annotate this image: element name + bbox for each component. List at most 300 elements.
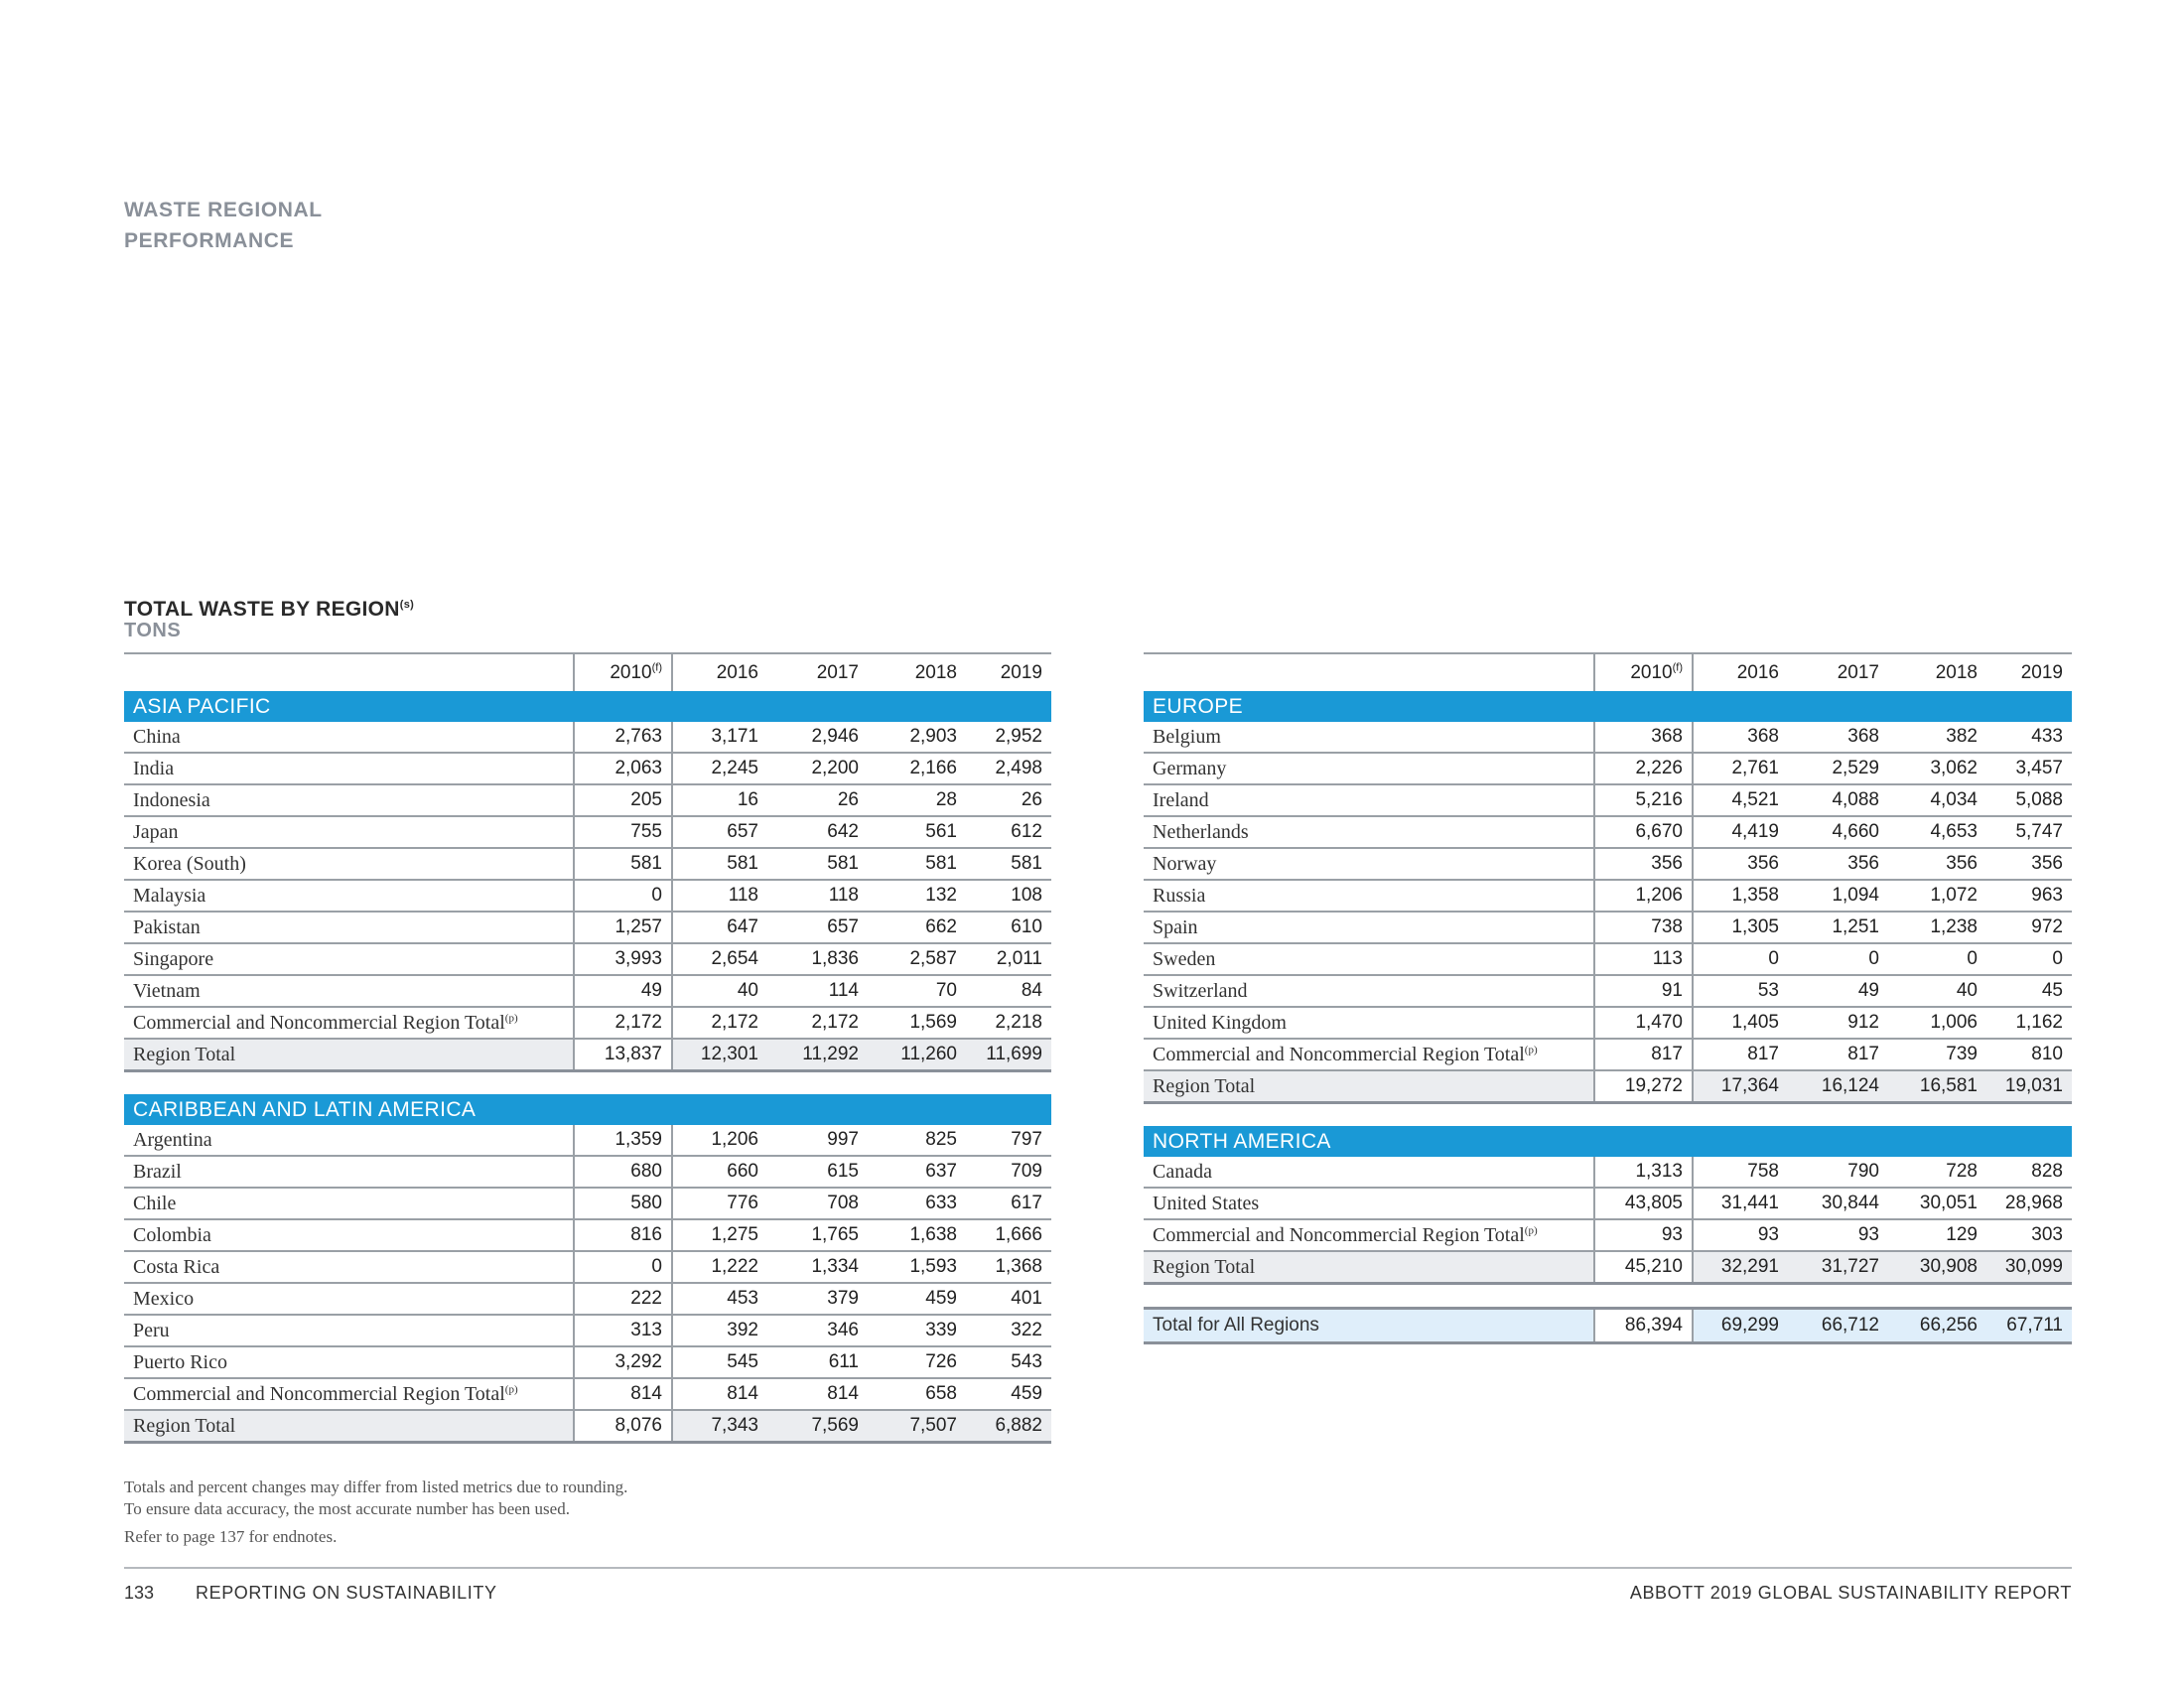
value-cell: 647 — [672, 912, 767, 943]
value-cell: 114 — [767, 975, 868, 1007]
region-total-row — [1144, 1070, 2072, 1103]
value-cell: 459 — [966, 1378, 1051, 1410]
region-total-value: 16,581 — [1888, 1070, 1986, 1103]
value-cell: 642 — [767, 816, 868, 848]
value-cell: 1,206 — [672, 1125, 767, 1156]
row-label — [1144, 1039, 1594, 1070]
value-cell: 49 — [574, 975, 672, 1007]
table-row — [124, 1007, 1051, 1039]
value-cell: 2,763 — [574, 722, 672, 753]
table-row — [1144, 943, 2072, 975]
value-cell: 1,593 — [868, 1251, 966, 1283]
row-footnote: (p) — [1524, 1223, 1538, 1236]
value-cell: 1,072 — [1888, 880, 1986, 912]
row-label — [1144, 912, 1594, 943]
value-cell: 45 — [1986, 975, 2072, 1007]
value-cell: 633 — [868, 1188, 966, 1219]
value-cell: 5,088 — [1986, 784, 2072, 816]
value-cell: 5,216 — [1594, 784, 1693, 816]
value-cell: 2,166 — [868, 753, 966, 784]
value-cell: 3,457 — [1986, 753, 2072, 784]
value-cell: 43,805 — [1594, 1188, 1693, 1219]
value-cell: 1,094 — [1788, 880, 1888, 912]
value-cell: 379 — [767, 1283, 868, 1315]
value-cell: 368 — [1594, 722, 1693, 753]
value-cell: 2,946 — [767, 722, 868, 753]
row-label — [124, 1188, 574, 1219]
row-label-text: Singapore — [133, 947, 214, 970]
value-cell: 356 — [1788, 848, 1888, 880]
value-cell: 30,051 — [1888, 1188, 1986, 1219]
value-cell: 0 — [574, 1251, 672, 1283]
value-cell: 1,368 — [966, 1251, 1051, 1283]
left-waste-table — [124, 652, 1051, 1444]
value-cell: 1,206 — [1594, 880, 1693, 912]
grand-total-value: 69,299 — [1693, 1309, 1788, 1343]
value-cell: 1,470 — [1594, 1007, 1693, 1039]
grand-total-value: 67,711 — [1986, 1309, 2072, 1343]
row-footnote: (p) — [1524, 1043, 1538, 1055]
row-label — [124, 1125, 574, 1156]
value-cell: 1,305 — [1693, 912, 1788, 943]
table-header-row — [1144, 653, 2072, 691]
value-cell: 93 — [1788, 1219, 1888, 1251]
section-title-line-2: PERFORMANCE — [124, 229, 295, 252]
table-units: TONS — [124, 620, 182, 641]
note-endnotes: Refer to page 137 for endnotes. — [124, 1527, 338, 1546]
row-label-text: India — [133, 757, 175, 779]
region-spacer — [124, 1071, 1051, 1095]
row-label-text: Pakistan — [133, 915, 201, 938]
table-row — [1144, 1219, 2072, 1251]
value-cell: 356 — [1888, 848, 1986, 880]
region-total-row — [124, 1039, 1051, 1071]
value-cell: 108 — [966, 880, 1051, 912]
value-cell: 825 — [868, 1125, 966, 1156]
spacer-cell — [1144, 1284, 2072, 1309]
value-cell: 31,441 — [1693, 1188, 1788, 1219]
region-total-label: Region Total — [1144, 1070, 1594, 1103]
value-cell: 346 — [767, 1315, 868, 1346]
value-cell: 53 — [1693, 975, 1788, 1007]
row-footnote: (p) — [504, 1382, 518, 1395]
year-header — [672, 653, 767, 691]
value-cell: 1,162 — [1986, 1007, 2072, 1039]
grand-total-value: 66,256 — [1888, 1309, 1986, 1343]
value-cell: 322 — [966, 1315, 1051, 1346]
value-cell: 790 — [1788, 1157, 1888, 1188]
value-cell: 2,172 — [672, 1007, 767, 1039]
table-row — [124, 1219, 1051, 1251]
footer-divider — [124, 1567, 2072, 1569]
section-title — [124, 195, 323, 256]
value-cell: 581 — [868, 848, 966, 880]
value-cell: 0 — [574, 880, 672, 912]
year-label: 2016 — [1736, 661, 1779, 683]
year-label: 2016 — [716, 661, 758, 683]
year-header — [966, 653, 1051, 691]
region-total-value: 8,076 — [574, 1410, 672, 1443]
value-cell: 1,275 — [672, 1219, 767, 1251]
region-total-value: 32,291 — [1693, 1251, 1788, 1284]
value-cell: 545 — [672, 1346, 767, 1378]
value-cell: 1,251 — [1788, 912, 1888, 943]
row-label-text: China — [133, 725, 181, 748]
value-cell: 2,172 — [574, 1007, 672, 1039]
value-cell: 726 — [868, 1346, 966, 1378]
table-row — [124, 753, 1051, 784]
region-total-label: Region Total — [124, 1039, 574, 1071]
year-footnote: (f) — [1672, 661, 1683, 674]
right-waste-table — [1144, 652, 2072, 1344]
value-cell: 16 — [672, 784, 767, 816]
row-footnote: (p) — [504, 1011, 518, 1024]
value-cell: 776 — [672, 1188, 767, 1219]
value-cell: 356 — [1594, 848, 1693, 880]
table-row — [124, 1378, 1051, 1410]
region-total-value: 19,031 — [1986, 1070, 2072, 1103]
value-cell: 817 — [1788, 1039, 1888, 1070]
region-total-value: 31,727 — [1788, 1251, 1888, 1284]
value-cell: 2,218 — [966, 1007, 1051, 1039]
region-header-row — [1144, 691, 2072, 722]
value-cell: 2,903 — [868, 722, 966, 753]
value-cell: 2,226 — [1594, 753, 1693, 784]
row-label — [124, 722, 574, 753]
row-label-text: Sweden — [1153, 947, 1216, 970]
value-cell: 2,529 — [1788, 753, 1888, 784]
region-name: CARIBBEAN AND LATIN AMERICA — [124, 1094, 1051, 1125]
year-label: 2010 — [610, 661, 652, 683]
value-cell: 401 — [966, 1283, 1051, 1315]
table-row — [124, 912, 1051, 943]
table-row — [124, 975, 1051, 1007]
value-cell: 581 — [672, 848, 767, 880]
region-total-value: 17,364 — [1693, 1070, 1788, 1103]
value-cell: 6,670 — [1594, 816, 1693, 848]
grand-total-row — [1144, 1309, 2072, 1343]
row-label-text: Commercial and Noncommercial Region Total — [133, 1011, 505, 1034]
value-cell: 972 — [1986, 912, 2072, 943]
table-row — [1144, 722, 2072, 753]
table-row — [124, 722, 1051, 753]
row-label-text: Colombia — [133, 1223, 211, 1246]
value-cell: 963 — [1986, 880, 2072, 912]
table-row — [124, 880, 1051, 912]
value-cell: 0 — [1986, 943, 2072, 975]
value-cell: 4,034 — [1888, 784, 1986, 816]
value-cell: 997 — [767, 1125, 868, 1156]
region-spacer — [1144, 1103, 2072, 1127]
year-label: 2010 — [1630, 661, 1673, 683]
note-accuracy: To ensure data accuracy, the most accurate number has been used. — [124, 1499, 570, 1518]
value-cell: 118 — [767, 880, 868, 912]
value-cell: 26 — [767, 784, 868, 816]
table-row — [1144, 848, 2072, 880]
region-total-row — [124, 1410, 1051, 1443]
value-cell: 339 — [868, 1315, 966, 1346]
grand-total-label: Total for All Regions — [1144, 1309, 1594, 1343]
value-cell: 814 — [672, 1378, 767, 1410]
region-total-label: Region Total — [1144, 1251, 1594, 1284]
value-cell: 758 — [1693, 1157, 1788, 1188]
note-rounding: Totals and percent changes may differ from listed metrics due to rounding. — [124, 1477, 628, 1496]
value-cell: 1,405 — [1693, 1007, 1788, 1039]
section-title-line-1: WASTE REGIONAL — [124, 199, 323, 221]
value-cell: 93 — [1693, 1219, 1788, 1251]
region-total-value: 11,260 — [868, 1039, 966, 1071]
value-cell: 1,765 — [767, 1219, 868, 1251]
grand-total-value: 66,712 — [1788, 1309, 1888, 1343]
value-cell: 2,172 — [767, 1007, 868, 1039]
value-cell: 453 — [672, 1283, 767, 1315]
row-label — [1144, 880, 1594, 912]
value-cell: 611 — [767, 1346, 868, 1378]
value-cell: 129 — [1888, 1219, 1986, 1251]
table-row — [1144, 975, 2072, 1007]
value-cell: 132 — [868, 880, 966, 912]
region-total-value: 16,124 — [1788, 1070, 1888, 1103]
value-cell: 2,200 — [767, 753, 868, 784]
spacer-cell — [124, 1071, 1051, 1095]
region-total-value: 30,908 — [1888, 1251, 1986, 1284]
table-row — [124, 1283, 1051, 1315]
value-cell: 708 — [767, 1188, 868, 1219]
value-cell: 4,653 — [1888, 816, 1986, 848]
grand-total-value: 86,394 — [1594, 1309, 1693, 1343]
value-cell: 738 — [1594, 912, 1693, 943]
value-cell: 2,245 — [672, 753, 767, 784]
region-total-value: 19,272 — [1594, 1070, 1693, 1103]
row-label — [1144, 975, 1594, 1007]
value-cell: 303 — [1986, 1219, 2072, 1251]
value-cell: 657 — [767, 912, 868, 943]
value-cell: 817 — [1693, 1039, 1788, 1070]
row-label — [124, 816, 574, 848]
table-row — [1144, 912, 2072, 943]
year-label: 2017 — [816, 661, 859, 683]
value-cell: 755 — [574, 816, 672, 848]
value-cell: 4,088 — [1788, 784, 1888, 816]
row-label-text: Russia — [1153, 884, 1206, 907]
row-label-text: Germany — [1153, 757, 1227, 779]
region-total-value: 11,699 — [966, 1039, 1051, 1071]
row-label — [124, 1346, 574, 1378]
row-label-text: Switzerland — [1153, 979, 1248, 1002]
year-header — [1594, 653, 1693, 691]
table-row — [1144, 753, 2072, 784]
value-cell: 3,062 — [1888, 753, 1986, 784]
value-cell: 356 — [1693, 848, 1788, 880]
value-cell: 1,222 — [672, 1251, 767, 1283]
table-row — [1144, 1188, 2072, 1219]
row-label — [1144, 722, 1594, 753]
table-row — [124, 943, 1051, 975]
row-label — [124, 1219, 574, 1251]
row-label — [1144, 784, 1594, 816]
table-row — [124, 848, 1051, 880]
region-header-row — [124, 1094, 1051, 1125]
value-cell: 810 — [1986, 1039, 2072, 1070]
row-label — [124, 975, 574, 1007]
value-cell: 658 — [868, 1378, 966, 1410]
value-cell: 680 — [574, 1156, 672, 1188]
row-label-text: Commercial and Noncommercial Region Total — [133, 1382, 505, 1405]
value-cell: 382 — [1888, 722, 1986, 753]
row-label — [1144, 816, 1594, 848]
value-cell: 459 — [868, 1283, 966, 1315]
region-total-value: 7,569 — [767, 1410, 868, 1443]
region-header-row — [1144, 1126, 2072, 1157]
table-row — [124, 1346, 1051, 1378]
value-cell: 1,666 — [966, 1219, 1051, 1251]
row-label-text: United States — [1153, 1192, 1260, 1214]
year-label: 2017 — [1837, 661, 1879, 683]
table-row — [1144, 1157, 2072, 1188]
value-cell: 581 — [966, 848, 1051, 880]
row-label — [1144, 753, 1594, 784]
row-label-text: Norway — [1153, 852, 1217, 875]
value-cell: 118 — [672, 880, 767, 912]
value-cell: 4,521 — [1693, 784, 1788, 816]
row-label — [124, 1378, 574, 1410]
row-label-text: Mexico — [133, 1287, 195, 1310]
value-cell: 1,006 — [1888, 1007, 1986, 1039]
value-cell: 433 — [1986, 722, 2072, 753]
value-cell: 91 — [1594, 975, 1693, 1007]
region-total-value: 13,837 — [574, 1039, 672, 1071]
value-cell: 3,171 — [672, 722, 767, 753]
value-cell: 1,569 — [868, 1007, 966, 1039]
year-header — [868, 653, 966, 691]
row-label-text: Ireland — [1153, 788, 1209, 811]
year-header — [1986, 653, 2072, 691]
row-label-text: Argentina — [133, 1128, 212, 1151]
region-name: NORTH AMERICA — [1144, 1126, 2072, 1157]
value-cell: 637 — [868, 1156, 966, 1188]
value-cell: 4,419 — [1693, 816, 1788, 848]
table-row — [124, 1315, 1051, 1346]
value-cell: 1,238 — [1888, 912, 1986, 943]
value-cell: 2,498 — [966, 753, 1051, 784]
value-cell: 30,844 — [1788, 1188, 1888, 1219]
value-cell: 26 — [966, 784, 1051, 816]
value-cell: 617 — [966, 1188, 1051, 1219]
table-row — [124, 1188, 1051, 1219]
value-cell: 1,638 — [868, 1219, 966, 1251]
row-label-text: Japan — [133, 820, 179, 843]
year-footnote: (f) — [651, 661, 662, 674]
value-cell: 222 — [574, 1283, 672, 1315]
region-total-value: 6,882 — [966, 1410, 1051, 1443]
region-total-value: 12,301 — [672, 1039, 767, 1071]
year-header — [767, 653, 868, 691]
row-label — [1144, 1007, 1594, 1039]
row-label — [124, 1007, 574, 1039]
value-cell: 113 — [1594, 943, 1693, 975]
row-label-text: United Kingdom — [1153, 1011, 1287, 1034]
header-spacer — [1144, 653, 1594, 691]
value-cell: 739 — [1888, 1039, 1986, 1070]
row-label — [1144, 1188, 1594, 1219]
year-label: 2019 — [1000, 661, 1042, 683]
value-cell: 49 — [1788, 975, 1888, 1007]
value-cell: 581 — [574, 848, 672, 880]
table-row — [1144, 816, 2072, 848]
row-label — [124, 784, 574, 816]
row-label-text: Peru — [133, 1319, 170, 1341]
value-cell: 615 — [767, 1156, 868, 1188]
value-cell: 2,654 — [672, 943, 767, 975]
table-row — [124, 1125, 1051, 1156]
row-label — [124, 848, 574, 880]
region-total-value: 7,343 — [672, 1410, 767, 1443]
table-row — [1144, 880, 2072, 912]
year-header — [1788, 653, 1888, 691]
table-row — [1144, 784, 2072, 816]
table-row — [124, 784, 1051, 816]
table-row — [124, 1156, 1051, 1188]
value-cell: 610 — [966, 912, 1051, 943]
value-cell: 4,660 — [1788, 816, 1888, 848]
region-header-row — [124, 691, 1051, 722]
value-cell: 93 — [1594, 1219, 1693, 1251]
region-name: EUROPE — [1144, 691, 2072, 722]
value-cell: 313 — [574, 1315, 672, 1346]
table-row — [124, 816, 1051, 848]
footer-section-name: REPORTING ON SUSTAINABILITY — [196, 1583, 497, 1603]
value-cell: 84 — [966, 975, 1051, 1007]
value-cell: 1,359 — [574, 1125, 672, 1156]
row-label — [124, 1283, 574, 1315]
row-label-text: Brazil — [133, 1160, 182, 1183]
row-label-text: Costa Rica — [133, 1255, 220, 1278]
value-cell: 356 — [1986, 848, 2072, 880]
value-cell: 0 — [1888, 943, 1986, 975]
value-cell: 580 — [574, 1188, 672, 1219]
row-label — [124, 753, 574, 784]
row-label-text: Commercial and Noncommercial Region Total — [1153, 1223, 1525, 1246]
row-label — [124, 1315, 574, 1346]
region-total-value: 11,292 — [767, 1039, 868, 1071]
value-cell: 2,761 — [1693, 753, 1788, 784]
row-label — [124, 912, 574, 943]
value-cell: 817 — [1594, 1039, 1693, 1070]
year-header — [574, 653, 672, 691]
value-cell: 2,952 — [966, 722, 1051, 753]
value-cell: 1,358 — [1693, 880, 1788, 912]
value-cell: 814 — [767, 1378, 868, 1410]
row-label-text: Korea (South) — [133, 852, 246, 875]
grand-total-spacer — [1144, 1284, 2072, 1309]
value-cell: 40 — [1888, 975, 1986, 1007]
table-title-footnote: (s) — [399, 599, 415, 611]
spacer-cell — [1144, 1103, 2072, 1127]
row-label-text: Vietnam — [133, 979, 201, 1002]
value-cell: 70 — [868, 975, 966, 1007]
row-label — [1144, 1219, 1594, 1251]
value-cell: 1,257 — [574, 912, 672, 943]
value-cell: 581 — [767, 848, 868, 880]
value-cell: 814 — [574, 1378, 672, 1410]
row-label-text: Canada — [1153, 1160, 1212, 1183]
value-cell: 40 — [672, 975, 767, 1007]
value-cell: 662 — [868, 912, 966, 943]
row-label-text: Puerto Rico — [133, 1350, 227, 1373]
year-header — [1693, 653, 1788, 691]
region-total-value: 7,507 — [868, 1410, 966, 1443]
row-label-text: Netherlands — [1153, 820, 1249, 843]
